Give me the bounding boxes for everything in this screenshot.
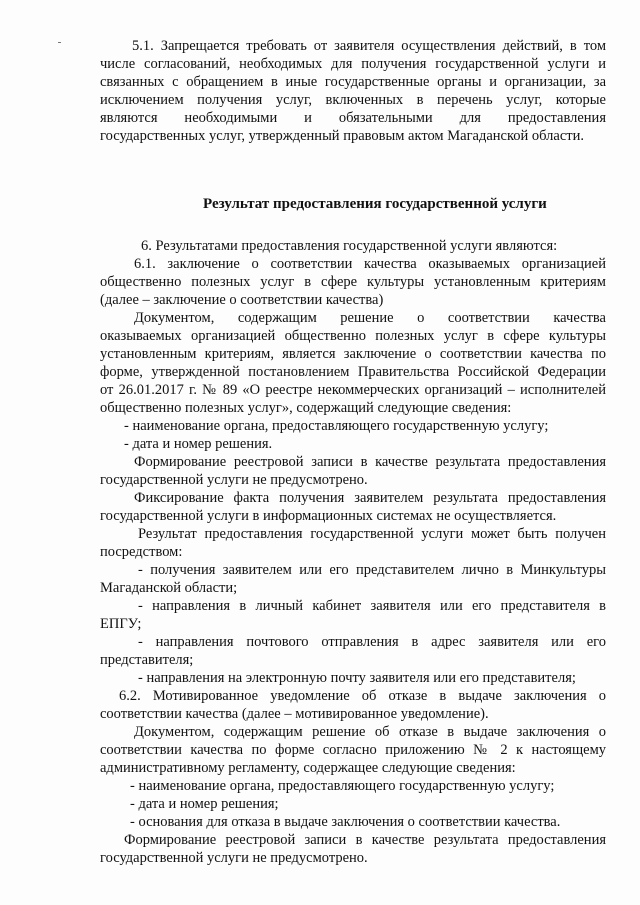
paragraph-line: связанных с обращением в иные государственные органы и организации, за bbox=[100, 74, 606, 90]
list-item: - наименование органа, предоставляющего государственную услугу; bbox=[124, 418, 549, 434]
paragraph-line: Результат предоставления государственной услуги может быть получен bbox=[138, 526, 606, 542]
list-item-continuation: представителя; bbox=[100, 652, 194, 668]
paragraph-line: форме, утвержденной постановлением Правительства Российской Федерации bbox=[100, 364, 606, 380]
paragraph-line: Документом, содержащим решение об отказе в выдаче заключения о bbox=[134, 724, 606, 740]
paragraph-line: соответствии качества по форме согласно приложению № 2 к настоящему bbox=[100, 742, 606, 758]
paragraph-line: оказываемых организацией общественно полезных услуг в сфере культуры bbox=[100, 328, 606, 344]
paragraph-line: (далее – заключение о соответствии качества) bbox=[100, 292, 384, 308]
paragraph-line: 6.1. заключение о соответствии качества оказываемых организацией bbox=[134, 256, 606, 272]
paragraph-line: Формирование реестровой записи в качестве результата предоставления bbox=[134, 454, 606, 470]
paragraph-line: числе согласований, необходимых для получения государственной услуги и bbox=[100, 56, 606, 72]
section-heading: Результат предоставления государственной услуги bbox=[203, 196, 547, 212]
list-item: - получения заявителем или его представителем лично в Минкультуры bbox=[138, 562, 606, 578]
paragraph-line: государственных услуг, утвержденный правовым актом Магаданской области. bbox=[100, 128, 584, 144]
paragraph-line: от 26.01.2017 г. № 89 «О реестре некоммерческих организаций – исполнителей bbox=[100, 382, 606, 398]
paragraph-line: 5.1. Запрещается требовать от заявителя осуществления действий, в том bbox=[132, 38, 606, 54]
paragraph-line: Документом, содержащим решение о соответствии качества bbox=[134, 310, 606, 326]
paragraph-line: установленным критериям, является заключение о соответствии качества по bbox=[100, 346, 606, 362]
list-item: - дата и номер решения; bbox=[130, 796, 279, 812]
paragraph-line: Формирование реестровой записи в качестве результата предоставления bbox=[124, 832, 606, 848]
list-item: - направления в личный кабинет заявителя или его представителя в bbox=[138, 598, 606, 614]
list-item: - направления почтового отправления в адрес заявителя или его bbox=[138, 634, 606, 650]
paragraph-line: административному регламенту, содержащее следующие сведения: bbox=[100, 760, 516, 776]
paragraph-line: исключением получения услуг, включенных в перечень услуг, которые bbox=[100, 92, 606, 108]
list-item: - наименование органа, предоставляющего государственную услугу; bbox=[130, 778, 555, 794]
list-item-continuation: ЕПГУ; bbox=[100, 616, 142, 632]
paragraph-line: Фиксирование факта получения заявителем результата предоставления bbox=[134, 490, 606, 506]
paragraph-line: государственной услуги не предусмотрено. bbox=[100, 850, 368, 866]
paragraph-line: общественно полезных услуг», содержащий следующие сведения: bbox=[100, 400, 512, 416]
paragraph-line: 6.2. Мотивированное уведомление об отказе в выдаче заключения о bbox=[119, 688, 606, 704]
list-item: - основания для отказа в выдаче заключения о соответствии качества. bbox=[130, 814, 561, 830]
paragraph-line: государственной услуги в информационных системах не осуществляется. bbox=[100, 508, 557, 524]
paragraph-line: государственной услуги не предусмотрено. bbox=[100, 472, 368, 488]
paragraph-line: посредством: bbox=[100, 544, 183, 560]
paragraph-line: соответствии качества (далее – мотивированное уведомление). bbox=[100, 706, 489, 722]
list-item: - направления на электронную почту заявителя или его представителя; bbox=[138, 670, 576, 686]
list-item-continuation: Магаданской области; bbox=[100, 580, 238, 596]
scan-speck bbox=[58, 42, 61, 43]
paragraph-line: 6. Результатами предоставления государственной услуги являются: bbox=[141, 238, 558, 254]
list-item: - дата и номер решения. bbox=[124, 436, 273, 452]
paragraph-line: общественно полезных услуг в сфере культуры установленным критериям bbox=[100, 274, 606, 290]
paragraph-line: являются необходимыми и обязательными для предоставления bbox=[100, 110, 606, 126]
